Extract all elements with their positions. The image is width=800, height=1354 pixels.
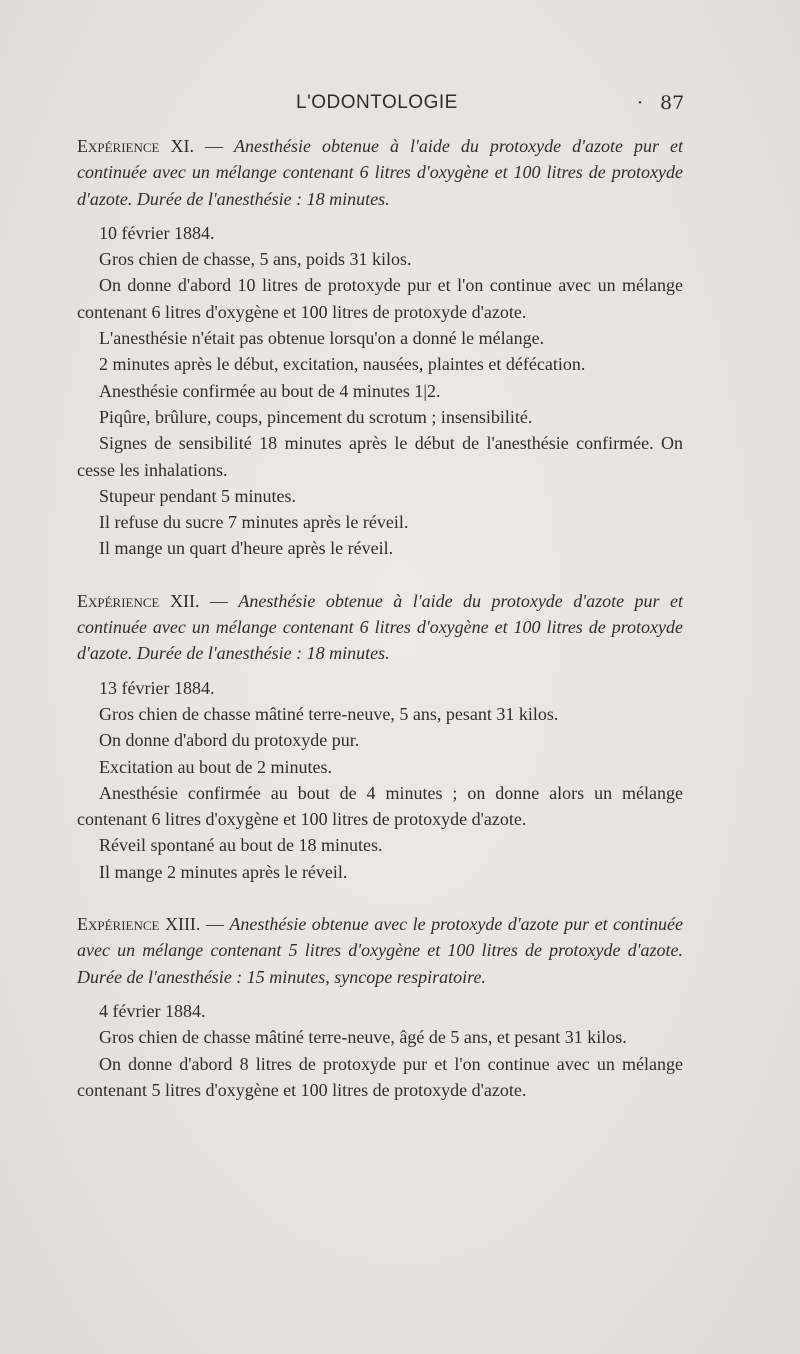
experiment-line: On donne d'abord 8 litres de protoxyde pur et l'on continue avec un mélange contenant 5 litres d'oxygène et 100 litres de protoxyde d'azote. [77,1053,683,1100]
running-header [0,92,800,120]
experiment-heading [77,133,683,212]
experiment-line: Il mange 2 minutes après le réveil. [99,861,348,882]
experiment-line: On donne d'abord 10 litres de protoxyde pur et l'on continue avec un mélange contenant 6 litres d'oxygène et 100 litres de protoxyde d'azote. [77,275,683,322]
experiment-line: Anesthésie confirmée au bout de 4 minutes 1|2. [99,380,441,401]
experiment-line: Gros chien de chasse mâtiné terre-neuve, âgé de 5 ans, et pesant 31 kilos. [99,1027,627,1048]
heading-dash: — [205,914,224,935]
experiment-line: 2 minutes après le début, excitation, nausées, plaintes et défécation. [99,354,586,375]
experiment-line: 4 février 1884. [99,1000,206,1021]
heading-dash: — [205,136,224,156]
experiment-heading [77,911,683,990]
experiment-title: Anesthésie obtenue à l'aide du protoxyde d'azote pur et continuée avec un mélange contenant 6 litres d'oxygène et 100 litres de protoxyde d'azote. Durée de l'anesthésie : 18 minutes. [77,136,684,209]
page-number: 87 [660,92,685,114]
experiment-label: Expérience XI. [77,136,194,156]
experiment-line: 10 février 1884. [99,222,215,243]
experiment-title: Anesthésie obtenue avec le protoxyde d'azote pur et continuée avec un mélange contenant 5 litres d'oxygène et 100 litres de protoxyde d'azote. Durée de l'anesthésie : 15 minutes, syncope respiratoire. [77,914,683,987]
experiment-line: Gros chien de chasse mâtiné terre-neuve, 5 ans, pesant 31 kilos. [99,703,559,724]
experiment-line: Il mange un quart d'heure après le réveil. [99,538,394,559]
experiment-line: 13 février 1884. [99,677,215,698]
experiment-line: Gros chien de chasse, 5 ans, poids 31 kilos. [99,249,412,270]
experiment-line: Stupeur pendant 5 minutes. [99,485,296,506]
experiment-xiii [77,911,683,1103]
header-separator: · [637,92,644,114]
experiment-heading [77,588,683,667]
experiment-line: L'anesthésie n'était pas obtenue lorsqu'on a donné le mélange. [99,328,545,349]
experiment-line: Il refuse du sucre 7 minutes après le réveil. [99,512,409,533]
experiment-title: Anesthésie obtenue à l'aide du protoxyde d'azote pur et continuée avec un mélange contenant 6 litres d'oxygène et 100 litres de protoxyde d'azote. Durée de l'anesthésie : 18 minutes. [77,590,684,664]
heading-dash: — [209,590,228,611]
experiment-line: Réveil spontané au bout de 18 minutes. [99,835,383,856]
journal-title: L'ODONTOLOGIE [296,92,458,113]
experiment-label: Expérience XII. [77,590,200,611]
experiment-xi [77,133,683,562]
experiment-line: Anesthésie confirmée au bout de 4 minutes ; on donne alors un mélange contenant 6 litres d'oxygène et 100 litres de protoxyde d'azote. [77,782,683,830]
experiment-xii [77,588,683,885]
experiment-line: Piqûre, brûlure, coups, pincement du scrotum ; insensibilité. [99,406,533,427]
experiment-line: Excitation au bout de 2 minutes. [99,756,332,777]
experiment-line: Signes de sensibilité 18 minutes après le début de l'anesthésie confirmée. On cesse les inhalations. [77,433,683,480]
experiment-label: Expérience XIII. [77,914,201,935]
page-body [77,133,683,1103]
experiment-line: On donne d'abord du protoxyde pur. [99,730,360,751]
